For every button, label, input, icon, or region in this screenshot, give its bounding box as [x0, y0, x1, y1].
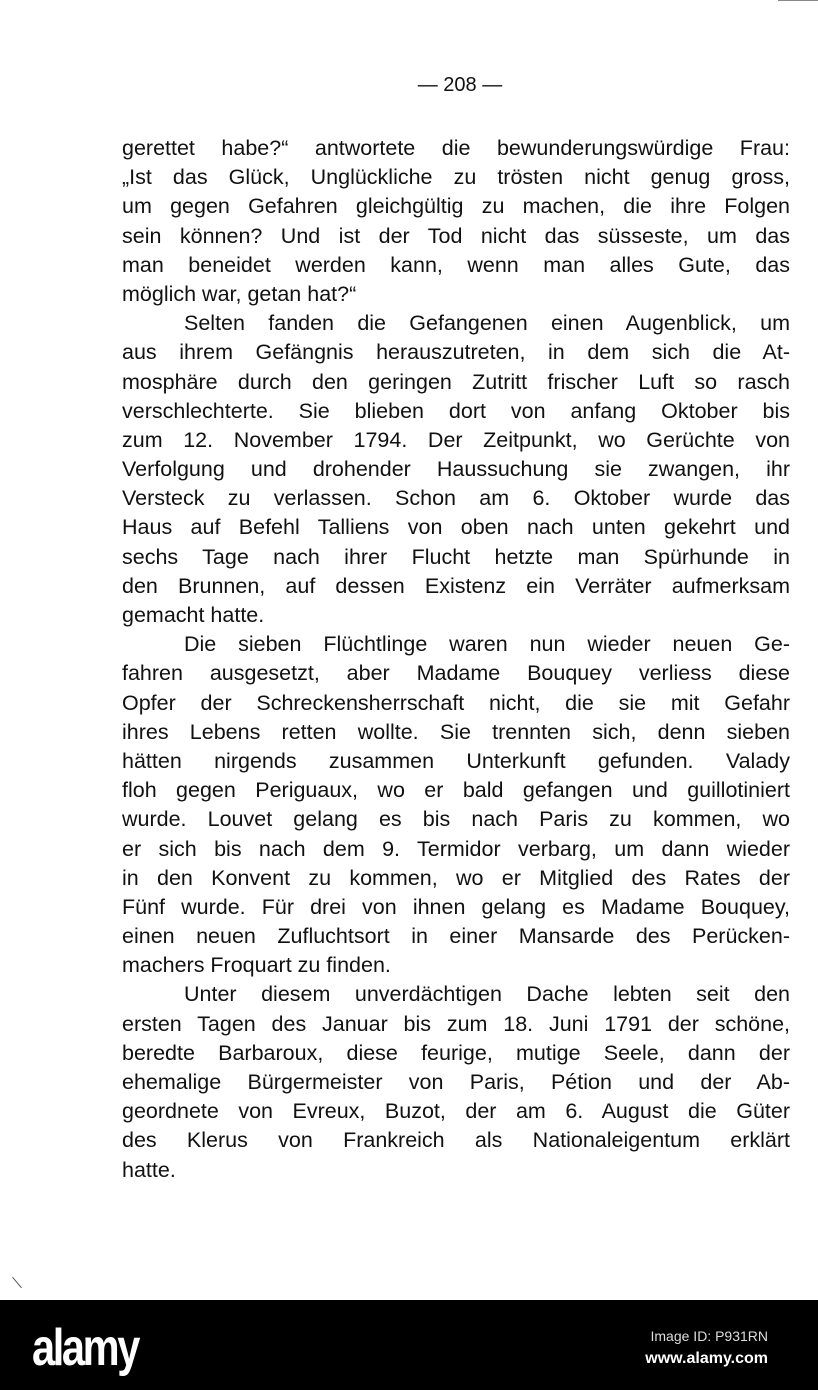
text-line: gerettet habe?“ antwortete die bewunderungswürdige Frau:	[122, 136, 790, 160]
text-line: in den Konvent zu kommen, wo er Mitglied des Rates der	[122, 865, 790, 890]
paragraph	[122, 630, 790, 980]
text-line: machers Froquart zu finden.	[122, 953, 391, 978]
text-line: ehemalige Bürgermeister von Paris, Pétion und der Ab-	[122, 1070, 790, 1094]
text-line: er sich bis nach dem 9. Termidor verbarg, um dann wieder	[122, 836, 790, 861]
text-line: einen neuen Zufluchtsort in einer Mansarde des Perücken-	[122, 924, 790, 949]
text-line: ihres Lebens retten wollte. Sie trennten sich, denn sieben	[122, 719, 790, 744]
text-line: des Klerus von Frankreich als Nationaleigentum erklärt	[122, 1128, 790, 1153]
text-line: verschlechterte. Sie blieben dort von anfang Oktober bis	[122, 398, 790, 423]
text-line: Opfer der Schreckensherrschaft nicht, die sie mit Gefahr	[122, 690, 790, 715]
text-line: zum 12. November 1794. Der Zeitpunkt, wo Gerüchte von	[122, 427, 790, 452]
text-line: möglich war, getan hat?“	[122, 281, 357, 306]
page-number: — 208 —	[417, 74, 503, 96]
text-line: sein können? Und ist der Tod nicht das süsseste, um das	[122, 223, 790, 248]
watermark-bar	[0, 1300, 818, 1390]
text-line: aus ihrem Gefängnis herauszutreten, in dem sich die At-	[122, 340, 790, 365]
text-line: geordnete von Evreux, Buzot, der am 6. August die Güter	[122, 1099, 790, 1124]
text-line: den Brunnen, auf dessen Existenz ein Verräter aufmerksam	[122, 573, 790, 598]
text-line: fahren ausgesetzt, aber Madame Bouquey verliess diese	[122, 661, 790, 686]
text-line: Unter diesem unverdächtigen Dache lebten seit den	[184, 982, 790, 1007]
text-line: wurde. Louvet gelang es bis nach Paris zu kommen, wo	[122, 807, 790, 832]
paragraph	[122, 980, 790, 1184]
text-line: Die sieben Flüchtlinge waren nun wieder neuen Ge-	[184, 632, 790, 657]
paragraph	[122, 134, 790, 309]
text-line: hatte.	[122, 1157, 176, 1182]
image-id: Image ID: P931RN	[650, 1328, 768, 1344]
text-line: Verfolgung und drohender Haussuchung sie zwangen, ihr	[122, 457, 790, 482]
text-line: hätten nirgends zusammen Unterkunft gefunden. Valady	[122, 748, 790, 773]
text-line: sechs Tage nach ihrer Flucht hetzte man Spürhunde in	[122, 544, 790, 569]
scan-mark	[12, 1277, 22, 1288]
text-line: Selten fanden die Gefangenen einen Augenblick, um	[184, 311, 790, 336]
alamy-logo: alamy	[32, 1319, 138, 1377]
body-text	[122, 134, 790, 1185]
text-line: Haus auf Befehl Talliens von oben nach unten gekehrt und	[122, 515, 790, 540]
text-line: floh gegen Periguaux, wo er bald gefangen und guillotiniert	[122, 778, 790, 803]
site-url: www.alamy.com	[645, 1350, 768, 1367]
text-line: gemacht hatte.	[122, 603, 265, 627]
paragraph	[122, 309, 790, 630]
text-line: beredte Barbaroux, diese feurige, mutige Seele, dann der	[122, 1040, 790, 1065]
text-line: mosphäre durch den geringen Zutritt frischer Luft so rasch	[122, 369, 790, 394]
text-line: Fünf wurde. Für drei von ihnen gelang es Madame Bouquey,	[122, 894, 790, 919]
text-line: „Ist das Glück, Unglückliche zu trösten nicht genug gross,	[122, 165, 790, 190]
text-line: ersten Tagen des Januar bis zum 18. Juni 1791 der schöne,	[122, 1011, 790, 1036]
text-line: um gegen Gefahren gleichgültig zu machen, die ihre Folgen	[122, 194, 790, 219]
text-line: man beneidet werden kann, wenn man alles Gute, das	[122, 252, 790, 277]
text-line: Versteck zu verlassen. Schon am 6. Oktober wurde das	[122, 486, 790, 511]
scan-edge-line	[778, 0, 818, 1]
